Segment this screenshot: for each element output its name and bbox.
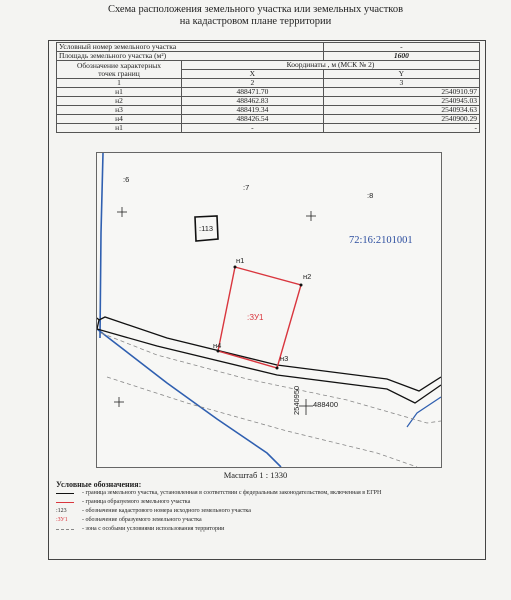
quarter-boundary-line <box>97 329 281 467</box>
point-cell: н1 <box>57 124 182 133</box>
cond-number-label: Условный номер земельного участка <box>57 43 324 52</box>
point-n3-marker <box>276 367 279 370</box>
point-cell: н4 <box>57 115 182 124</box>
grid-y-label: 2540950 <box>292 385 301 415</box>
label-8: :8 <box>367 191 374 200</box>
title-line-2: на кадастровом плане территории <box>179 16 332 27</box>
road-boundary <box>99 317 441 391</box>
neighbor-label: :113 <box>199 224 214 233</box>
legend-symbol-restricted-zone <box>56 526 82 533</box>
legend-title: Условные обозначения: <box>56 480 142 489</box>
y-cell: 2540900.29 <box>323 115 479 124</box>
grid-cross <box>114 397 124 407</box>
y-cell: 2540910.97 <box>323 88 479 97</box>
table-row <box>57 124 480 133</box>
point-cell: н2 <box>57 97 182 106</box>
point-n1-marker <box>234 266 237 269</box>
table-row <box>57 52 480 61</box>
x-cell: 488419.34 <box>182 106 324 115</box>
points-label-line-2: точек границ <box>98 68 140 78</box>
table-row <box>57 61 480 70</box>
y-cell: 2540945.03 <box>323 97 479 106</box>
grid-x-label: 488400 <box>313 400 339 409</box>
legend-item <box>56 526 476 533</box>
quarter-boundary-line <box>100 153 103 338</box>
legend-text: - обозначение кадастрового номера исходного земельного участка <box>82 508 251 514</box>
legend-symbol-cadastral-number: :123 <box>56 508 67 514</box>
x-header: X <box>182 70 324 79</box>
point-n2-marker <box>300 284 303 287</box>
x-cell: - <box>182 124 324 133</box>
legend-text: - обозначение образуемого земельного участка <box>82 517 202 523</box>
y-header: Y <box>323 70 479 79</box>
area-label: Площадь земельного участка (м²) <box>57 52 324 61</box>
document-title <box>0 4 511 28</box>
point-n4-label: н4 <box>213 341 222 350</box>
map-drawing <box>97 153 441 467</box>
points-label <box>57 61 182 79</box>
x-cell: 488426.54 <box>182 115 324 124</box>
points-label-line-1: Обозначение характерных <box>76 60 162 70</box>
legend-item <box>56 490 476 497</box>
col-num-3: 3 <box>323 79 479 88</box>
label-6: :6 <box>123 175 130 184</box>
scale-label: Масштаб 1 : 1330 <box>223 470 288 480</box>
legend-item <box>56 517 476 524</box>
cond-number-value: - <box>323 43 479 52</box>
grid-cross <box>306 211 316 221</box>
restricted-zone-line <box>101 333 441 423</box>
point-n1-label: н1 <box>236 256 245 265</box>
legend-item <box>56 508 476 515</box>
parcel-label: :ЗУ1 <box>247 313 264 322</box>
x-cell: 488471.70 <box>182 88 324 97</box>
coordinates-table <box>56 42 480 133</box>
grid-cross <box>117 207 127 217</box>
legend-text: - зона с особыми условиями использования территории <box>82 526 225 532</box>
grid-cross <box>299 399 313 415</box>
point-n3-label: н3 <box>280 354 289 363</box>
legend-text: - граница земельного участка, установленная в соответствии с федеральным законодательством, включенная в ЕГРН <box>82 490 382 496</box>
legend <box>56 490 476 535</box>
legend-item <box>56 499 476 506</box>
cadastral-map <box>96 152 442 468</box>
label-7: :7 <box>243 183 250 192</box>
col-num-1: 1 <box>57 79 182 88</box>
area-value: 1600 <box>323 52 479 61</box>
point-cell: н1 <box>57 88 182 97</box>
legend-symbol-egrn-boundary <box>56 490 82 497</box>
quarter-number: 72:16:2101001 <box>349 235 413 246</box>
y-cell: - <box>323 124 479 133</box>
legend-text: - граница образуемого земельного участка <box>82 499 191 505</box>
col-num-2: 2 <box>182 79 324 88</box>
y-cell: 2540934.63 <box>323 106 479 115</box>
legend-symbol-new-parcel: :ЗУ1 <box>56 517 68 523</box>
point-cell: н3 <box>57 106 182 115</box>
restricted-zone-line <box>107 377 417 467</box>
point-n2-label: н2 <box>303 272 312 281</box>
coords-label: Координаты , м (МСК № 2) <box>182 61 480 70</box>
title-line-1: Схема расположения земельного участка или земельных участков <box>107 4 404 15</box>
x-cell: 488462.83 <box>182 97 324 106</box>
legend-symbol-new-boundary <box>56 499 82 506</box>
